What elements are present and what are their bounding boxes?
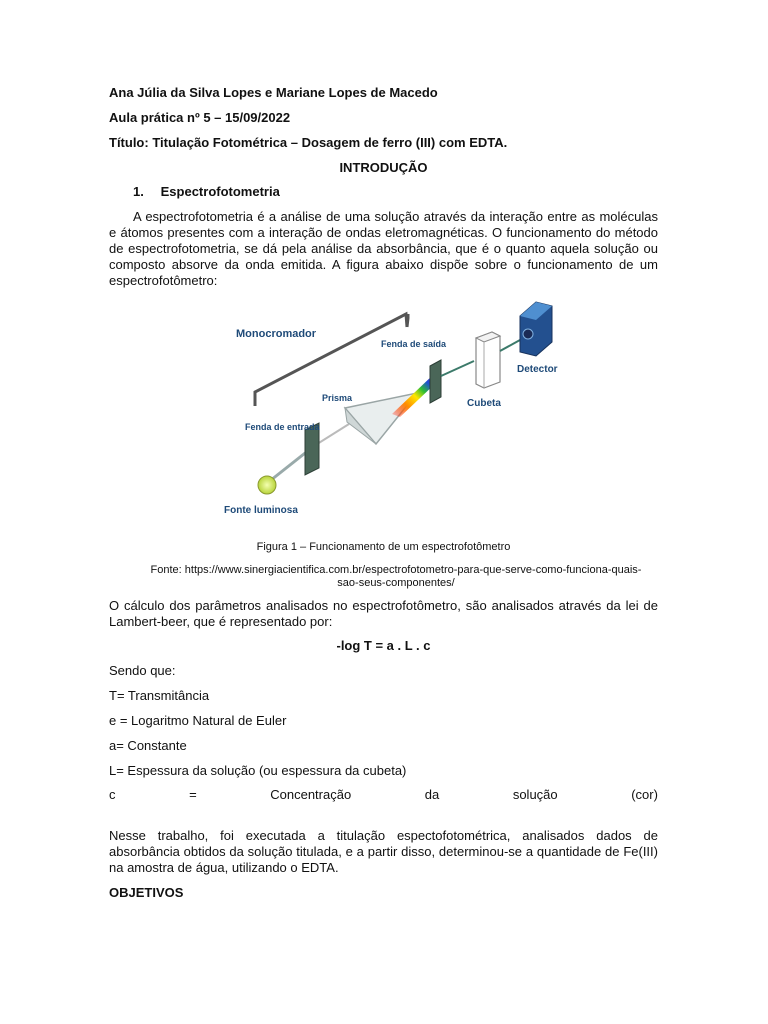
figure-caption: Figura 1 – Funcionamento de um espectrofotômetro [256, 541, 511, 553]
figure-source-line1: Fonte: https://www.sinergiacientifica.com.br/espectrofotometro-para-que-serve-como-funciona-quais- [150, 564, 642, 576]
definition-a: a= Constante [109, 738, 187, 753]
definition-c-word1: Concentração [270, 787, 352, 802]
definition-c-equals: = [189, 787, 197, 802]
label-fonte-luminosa: Fonte luminosa [224, 505, 298, 516]
spectrophotometer-diagram [224, 296, 574, 526]
figure-source-line2: sao-seus-componentes/ [337, 577, 455, 589]
definition-e: e = Logaritmo Natural de Euler [109, 713, 287, 728]
paragraph-lambert-beer: O cálculo dos parâmetros analisados no espectrofotômetro, são analisados através da lei de Lambert-beer, que é representado por: [109, 598, 658, 629]
spectrophotometer-figure [224, 296, 574, 526]
light-source-bulb [258, 476, 276, 494]
definition-l: L= Espessura da solução (ou espessura da cubeta) [109, 763, 407, 778]
subsection-title: Espectrofotometria [160, 184, 280, 199]
label-fenda-saida: Fenda de saída [381, 339, 447, 349]
lesson-info: Aula prática nº 5 – 15/09/2022 [109, 110, 291, 125]
section-heading-objetivos: OBJETIVOS [109, 885, 184, 900]
definition-c-word4: (cor) [631, 787, 658, 802]
sendo-que-label: Sendo que: [109, 663, 176, 678]
definition-t: T= Transmitância [109, 688, 210, 703]
label-monocromador: Monocromador [236, 328, 317, 340]
label-detector: Detector [517, 364, 558, 375]
definition-c-word2: da [424, 787, 440, 802]
paragraph-trabalho: Nesse trabalho, foi executada a titulação espectofotométrica, analisados dados de absorbância obtidos da solução titulada, e a partir disso, determinou-se a quantidade de Fe(III) na amostra de água, utilizando o EDTA. [109, 828, 658, 875]
definition-c [109, 787, 658, 802]
definition-c-symbol: c [109, 787, 116, 802]
document-title: Título: Titulação Fotométrica – Dosagem de ferro (III) com EDTA. [109, 135, 508, 150]
authors: Ana Júlia da Silva Lopes e Mariane Lopes de Macedo [109, 85, 438, 100]
definition-c-word3: solução [512, 787, 558, 802]
section-heading-introducao: INTRODUÇÃO [339, 160, 428, 175]
label-cubeta: Cubeta [467, 398, 501, 409]
subsection-number: 1. [133, 184, 144, 199]
exit-slit [430, 360, 441, 403]
subsection-heading [109, 184, 658, 200]
paragraph-espectrofotometria: A espectrofotometria é a análise de uma solução através da interação entre as moléculas e átomos presentes com a interação de ondas eletromagnéticas. O funcionamento do método de espectrofotometria, se dá pela análise da absorbância, que é o quanto aquela solução ou composto absorve da onda emitida. A figura abaixo dispõe sobre o funcionamento de um espectrofotômetro: [109, 209, 658, 288]
label-fenda-entrada: Fenda de entrada [245, 422, 320, 432]
label-prisma: Prisma [322, 393, 353, 403]
lambert-beer-formula: -log T = a . L . c [336, 638, 431, 653]
